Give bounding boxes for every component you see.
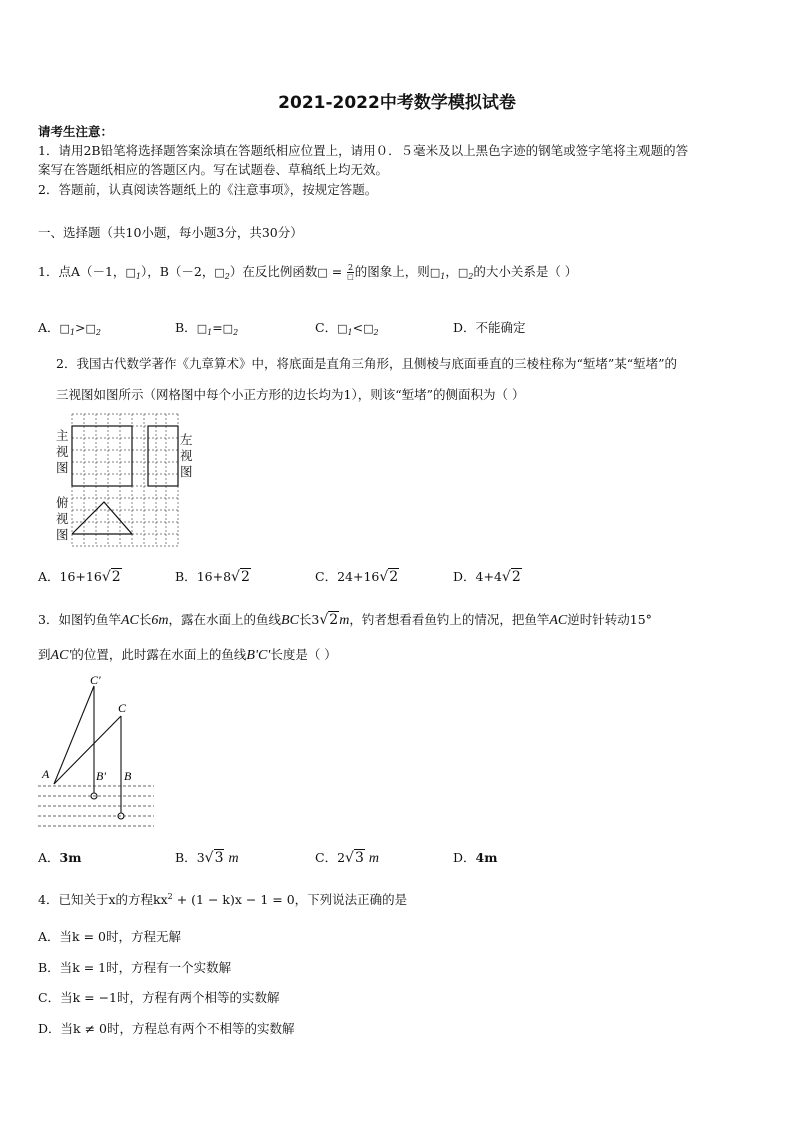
notice-line-3: 2．答题前，认真阅读答题纸上的《注意事项》，按规定答题。 xyxy=(38,182,378,197)
notice-heading: 请考生注意： xyxy=(38,124,114,139)
question-1-stem: 1．点A（－1，$□_1$），B（－2，$□_2$）在反比例函数□ = $\frac{2}{□}$ 的图象上，则$□_1$，$□_2$的大小关系是（ ） xyxy=(38,263,578,281)
fraction: $\frac{2}{□}$ xyxy=(347,263,354,281)
rod-ac-prime xyxy=(54,686,94,784)
notice-line-1: 1．请用2B铅笔将选择题答案涂填在答题纸相应位置上，请用０．５毫米及以上黑色字迹的钢笔或签字笔将主观题的答 xyxy=(38,143,689,158)
label-a: A xyxy=(42,767,50,781)
question-1-option-d[interactable]: D．不能确定 xyxy=(453,320,526,335)
question-4-option-d[interactable]: D．当k ≠ 0时，方程总有两个不相等的实数解 xyxy=(38,1021,295,1036)
question-2-line-1: 2．我国古代数学著作《九章算术》中，将底面是直角三角形，且侧棱与底面垂直的三棱柱称为“堑堵”某“堑堵”的 xyxy=(56,356,678,371)
question-2-option-d[interactable]: D．4+4√2 xyxy=(453,569,521,585)
label-b: B xyxy=(124,769,132,783)
question-1-option-a[interactable]: A．$□_1>□_2$ xyxy=(38,320,102,337)
page-title: 2021-2022中考数学模拟试卷 xyxy=(278,93,516,113)
question-4-option-a[interactable]: A．当k = 0时，方程无解 xyxy=(38,929,181,944)
three-view-figure xyxy=(54,410,204,550)
question-2-option-b[interactable]: B．16+8√2 xyxy=(175,569,250,585)
question-3-option-d[interactable]: D．4m xyxy=(453,850,498,865)
question-2-line-2: 三视图如图所示（网格图中每个小正方形的边长均为1），则该“堑堵”的侧面积为（ ） xyxy=(56,387,525,402)
rod-ac xyxy=(54,716,121,784)
notice-line-2: 案写在答题纸相应的答题区内。写在试题卷、草稿纸上均无效。 xyxy=(38,162,389,177)
question-3-option-a[interactable]: A．3m xyxy=(38,850,82,865)
left-view-label: 左 视 图 xyxy=(180,432,193,479)
question-3-line-1: 3．如图钓鱼竿AC长6m，露在水面上的鱼线BC长3√2m，钓者想看看鱼钓上的情况，把鱼竿AC逆时针转动15° xyxy=(38,612,652,628)
main-view-label: 主 视 图 xyxy=(56,428,69,475)
question-3-option-b[interactable]: B．3√3 m xyxy=(175,850,239,866)
question-1-option-c[interactable]: C．$□_1<□_2$ xyxy=(315,320,379,337)
question-1-option-b[interactable]: B．$□_1=□_2$ xyxy=(175,320,239,337)
question-3-line-2: 到AC'的位置，此时露在水面上的鱼线B'C'长度是（ ） xyxy=(38,647,337,663)
label-c: C xyxy=(118,701,127,715)
top-view-label: 俯 视 图 xyxy=(56,495,69,542)
question-4-option-c[interactable]: C．当k = −1时，方程有两个相等的实数解 xyxy=(38,990,280,1005)
fishing-rod-figure xyxy=(36,668,162,830)
label-c-prime: C' xyxy=(90,673,101,687)
question-4-stem: 4．已知关于x的方程$kx^2 + (1 - k)x - 1 = 0$，下列说法正确的是 xyxy=(38,891,408,907)
section-heading: 一、选择题（共10小题，每小题3分，共30分） xyxy=(38,225,303,240)
label-b-prime: B' xyxy=(96,769,106,783)
question-4-option-b[interactable]: B．当k = 1时，方程有一个实数解 xyxy=(38,960,232,975)
question-2-option-c[interactable]: C．24+16√2 xyxy=(315,569,399,585)
question-3-option-c[interactable]: C．2√3 m xyxy=(315,850,379,866)
question-2-option-a[interactable]: A．16+16√2 xyxy=(38,569,121,585)
